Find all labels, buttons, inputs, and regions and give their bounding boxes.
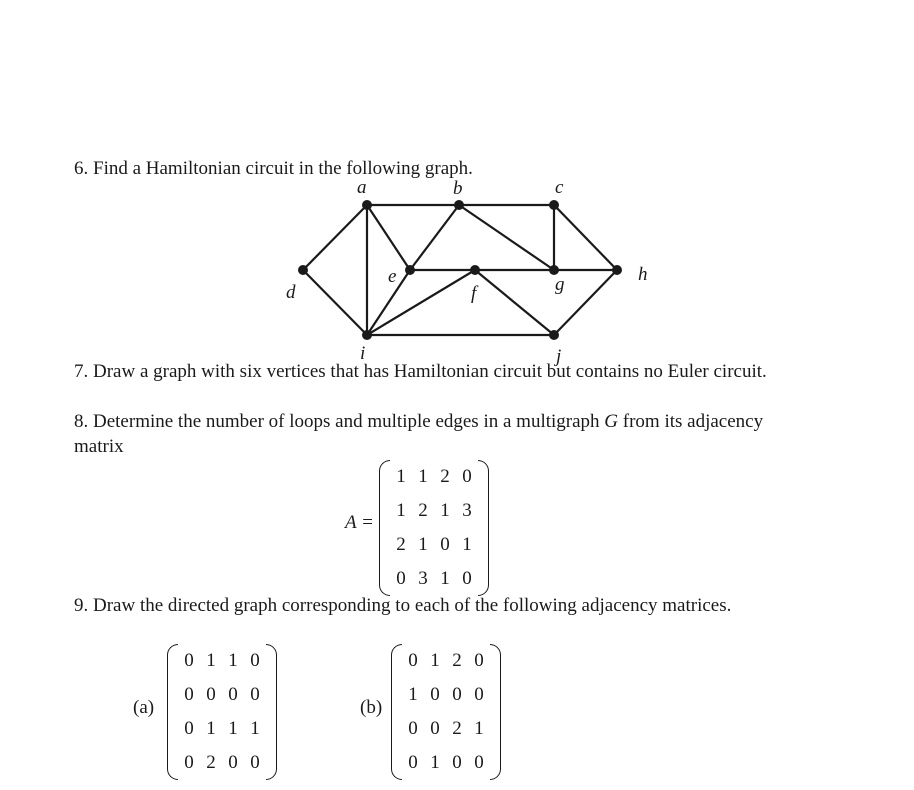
vertex-h [612, 265, 622, 275]
cell: 0 [452, 684, 462, 705]
edge-f-j [475, 270, 554, 335]
cell: 1 [250, 718, 260, 739]
cell: 0 [430, 718, 440, 739]
cell: 0 [184, 684, 194, 705]
label-b: b [453, 178, 463, 199]
right-paren [490, 644, 501, 780]
cell: 1 [396, 466, 406, 487]
cell: 0 [474, 752, 484, 773]
vertex-j [549, 330, 559, 340]
cell: 1 [440, 500, 450, 521]
cell: 1 [408, 684, 418, 705]
cell: 1 [206, 718, 216, 739]
cell: 0 [228, 684, 238, 705]
question-7: 7. Draw a graph with six vertices that has Hamiltonian circuit but contains no Euler circuit. [74, 361, 767, 382]
cell: 1 [440, 568, 450, 589]
vertex-d [298, 265, 308, 275]
label-g: g [555, 274, 565, 295]
matrix-A [390, 460, 478, 596]
cell: 0 [184, 718, 194, 739]
cell: 0 [396, 568, 406, 589]
edge-d-i [303, 270, 367, 335]
cell: 1 [474, 718, 484, 739]
label-c: c [555, 177, 564, 198]
cell: 1 [462, 534, 472, 555]
left-paren [379, 460, 390, 596]
right-paren [478, 460, 489, 596]
vertex-a [362, 200, 372, 210]
cell: 0 [228, 752, 238, 773]
label-a: a [357, 177, 367, 198]
question-8-line1 [74, 411, 763, 433]
edge-a-e [367, 205, 410, 270]
cell: 0 [474, 684, 484, 705]
cell: 0 [206, 684, 216, 705]
label-h: h [638, 264, 648, 285]
question-8-line2: matrix [74, 436, 124, 457]
matrix-A-label: A = [345, 512, 374, 533]
right-paren [266, 644, 277, 780]
edge-b-g [459, 205, 554, 270]
edge-a-d [303, 205, 367, 270]
graph-edges [303, 205, 617, 335]
question-8-text-end: from its adjacency [622, 411, 764, 432]
matrix-a-label: (a) [133, 697, 155, 718]
matrix-b [402, 644, 490, 780]
cell: 0 [440, 534, 450, 555]
matrix-a [178, 644, 266, 780]
cell: 0 [184, 752, 194, 773]
cell: 1 [396, 500, 406, 521]
edge-b-e [410, 205, 459, 270]
cell: 0 [462, 568, 472, 589]
cell: 2 [452, 650, 462, 671]
cell: 1 [430, 650, 440, 671]
label-j: j [556, 346, 562, 367]
cell: 1 [430, 752, 440, 773]
edge-c-h [554, 205, 617, 270]
cell: 0 [408, 752, 418, 773]
cell: 0 [250, 752, 260, 773]
cell: 2 [418, 500, 428, 521]
cell: 3 [462, 500, 472, 521]
edge-f-i [367, 270, 475, 335]
cell: 1 [228, 718, 238, 739]
cell: 2 [206, 752, 216, 773]
cell: 2 [452, 718, 462, 739]
cell: 2 [396, 534, 406, 555]
cell: 0 [250, 684, 260, 705]
vertex-c [549, 200, 559, 210]
question-8-var: G [604, 411, 619, 432]
question-9: 9. Draw the directed graph corresponding to each of the following adjacency matrices. [74, 595, 732, 616]
label-d: d [286, 282, 296, 303]
cell: 0 [430, 684, 440, 705]
cell: 1 [418, 466, 428, 487]
left-paren [167, 644, 178, 780]
cell: 0 [408, 650, 418, 671]
label-f: f [471, 283, 477, 304]
cell: 0 [250, 650, 260, 671]
vertex-b [454, 200, 464, 210]
label-i: i [360, 343, 366, 364]
vertex-f [470, 265, 480, 275]
question-8-text: 8. Determine the number of loops and multiple edges in a multigraph [74, 411, 600, 432]
cell: 0 [452, 752, 462, 773]
cell: 1 [418, 534, 428, 555]
cell: 0 [474, 650, 484, 671]
cell: 0 [184, 650, 194, 671]
left-paren [391, 644, 402, 780]
matrix-b-label: (b) [360, 697, 383, 718]
label-e: e [388, 266, 397, 287]
cell: 2 [440, 466, 450, 487]
cell: 3 [418, 568, 428, 589]
vertex-e [405, 265, 415, 275]
question-6: 6. Find a Hamiltonian circuit in the following graph. [74, 158, 473, 179]
vertex-i [362, 330, 372, 340]
cell: 0 [408, 718, 418, 739]
cell: 0 [462, 466, 472, 487]
cell: 1 [206, 650, 216, 671]
cell: 1 [228, 650, 238, 671]
